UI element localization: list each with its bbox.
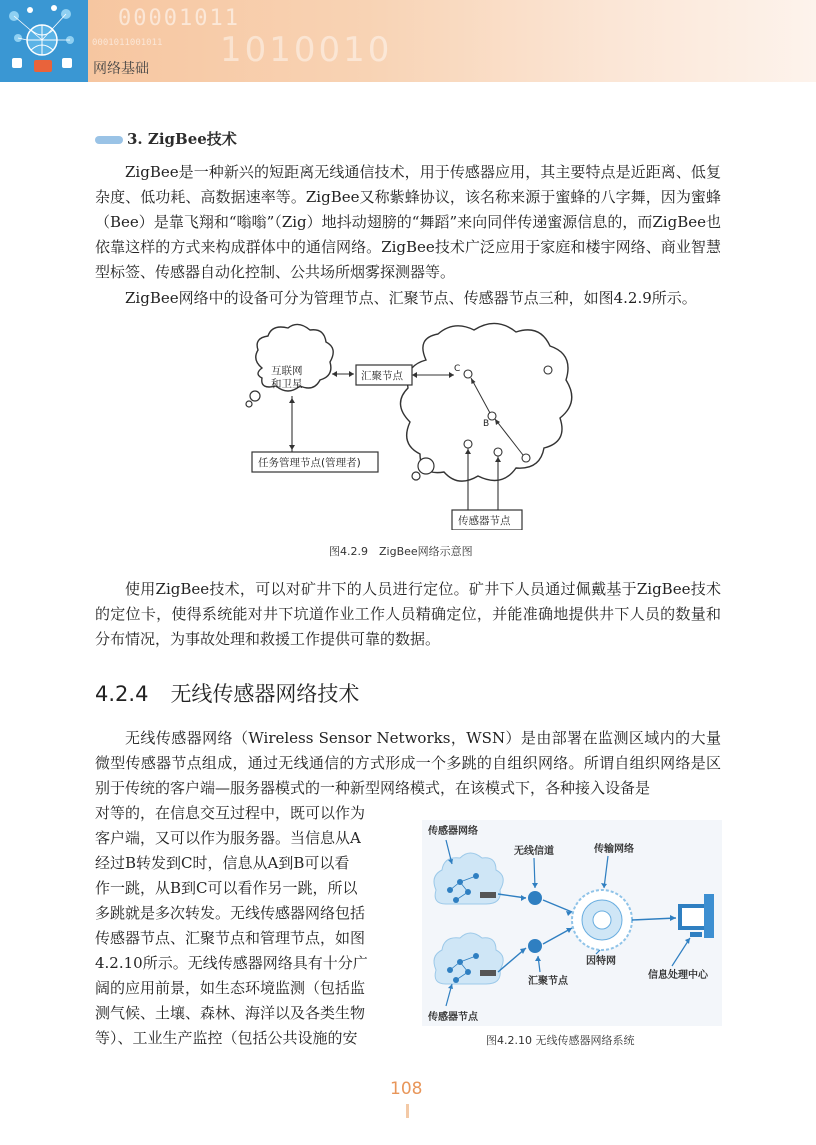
- sensor-node-label: 传感器节点: [458, 515, 511, 527]
- header-binary-decoration-large: 1010010: [220, 30, 393, 70]
- section-number: 4.2.4: [95, 682, 149, 706]
- node-b: [488, 412, 496, 420]
- text-line: 多跳就是多次转发。无线传感器网络包括: [95, 904, 366, 922]
- header-binary-decoration: 00001011: [118, 6, 240, 31]
- heading-bar-icon: [95, 136, 123, 144]
- sensor-network-label: 传感器网络: [428, 826, 478, 837]
- text-line: 对等的，在信息交互过程中，既可以作为: [95, 804, 366, 822]
- text-line: 4.2.10所示。无线传感器网络具有十分广: [95, 954, 368, 972]
- text-line: 客户端，又可以作为服务器。当信息从A: [95, 829, 361, 847]
- router-icon: [480, 892, 496, 898]
- sink-node-label-2: 汇聚节点: [528, 976, 568, 987]
- running-header-title: 网络基础: [93, 61, 149, 77]
- text-line: 阔的应用前景，如生态环境监测（包括监: [95, 979, 366, 997]
- section-title: 无线传感器网络技术: [170, 682, 360, 706]
- paragraph-mine-positioning: 使用ZigBee技术，可以对矿井下的人员进行定位。矿井下人员通过佩戴基于ZigBee技术的定位卡，使得系统能对井下坑道作业工作人员精确定位，并能准确地提供井下人员的数量和分布情况，为事故处理和救援工作提供可靠的数据。: [95, 580, 721, 648]
- wrapped-text-column: [95, 801, 387, 1051]
- text-line: 传感器节点、汇聚节点和管理节点，如图: [95, 929, 366, 947]
- figure-caption-4-2-9: 图4.2.9 ZigBee网络示意图: [329, 545, 473, 558]
- sink-node-bottom: [528, 939, 542, 953]
- internet-label: 因特网: [586, 956, 616, 967]
- node-a: [522, 454, 530, 462]
- sink-node-top: [528, 891, 542, 905]
- paragraph-zigbee-devices: ZigBee网络中的设备可分为管理节点、汇聚节点、传感器节点三种，如图4.2.9所示。: [125, 289, 697, 307]
- manager-node-label: 任务管理节点(管理者): [258, 457, 361, 469]
- paragraph-wsn-intro: 无线传感器网络（Wireless Sensor Networks，WSN）是由部署在监测区域内的大量微型传感器节点组成，通过无线通信的方式形成一个多跳的自组织网络。所谓自组织网络是区别于传统的客户端—服务器模式的一种新型网络模式，在该模式下，各种接入设备是: [95, 729, 721, 797]
- section-heading: [95, 128, 237, 149]
- sink-node-label: 汇聚节点: [361, 370, 403, 382]
- router-icon: [480, 970, 496, 976]
- network-globe-icon: [0, 0, 88, 82]
- page-header: [0, 0, 816, 82]
- wireless-channel-label: 无线信道: [514, 846, 554, 857]
- zigbee-network-diagram: [240, 318, 580, 530]
- transport-network-label: 传输网络: [594, 844, 634, 855]
- wsn-system-diagram: [422, 820, 722, 1026]
- page-number: 108: [390, 1079, 423, 1099]
- paragraph-zigbee-intro: ZigBee是一种新兴的短距离无线通信技术，用于传感器应用，其主要特点是近距离、低复杂度、低功耗、高数据速率等。ZigBee又称紫蜂协议，该名称来源于蜜蜂的八字舞，因为蜜蜂（Bee）是靠飞翔和“嗡嗡”（Zig）地抖动翅膀的“舞蹈”来向同伴传递蜜源信息的，而ZigBee也依靠这样的方式来构成群体中的通信网络。ZigBee技术广泛应用于家庭和楼宇网络、商业智慧型标签、传感器自动化控制、公共场所烟雾探测器等。: [95, 163, 721, 281]
- node-c: [464, 370, 472, 378]
- text-line: 测气候、土壤、森林、海洋以及各类生物: [95, 1004, 366, 1022]
- text-line: 作一跳，从B到C可以看作另一跳，所以: [95, 879, 358, 897]
- internet-label-line1: 互联网: [271, 365, 303, 377]
- page-number-tick: [406, 1104, 409, 1118]
- header-binary-decoration-small: 0001011001011: [92, 38, 163, 48]
- text-line: 经过B转发到C时，信息从A到B可以看: [95, 854, 350, 872]
- info-center-label: 信息处理中心: [648, 970, 708, 981]
- sensor-node-label-2: 传感器节点: [428, 1012, 478, 1023]
- section-heading-text: 3. ZigBee技术: [127, 130, 237, 148]
- node-c-label: C: [454, 364, 461, 374]
- chapter-logo: [0, 0, 88, 82]
- node-b-label: B: [483, 419, 490, 429]
- text-line: 等）、工业生产监控（包括公共设施的安: [95, 1029, 358, 1047]
- internet-label-line2: 和卫星: [271, 378, 303, 390]
- section-heading-4-2-4: [95, 678, 359, 708]
- figure-caption-4-2-10: 图4.2.10 无线传感器网络系统: [486, 1034, 635, 1047]
